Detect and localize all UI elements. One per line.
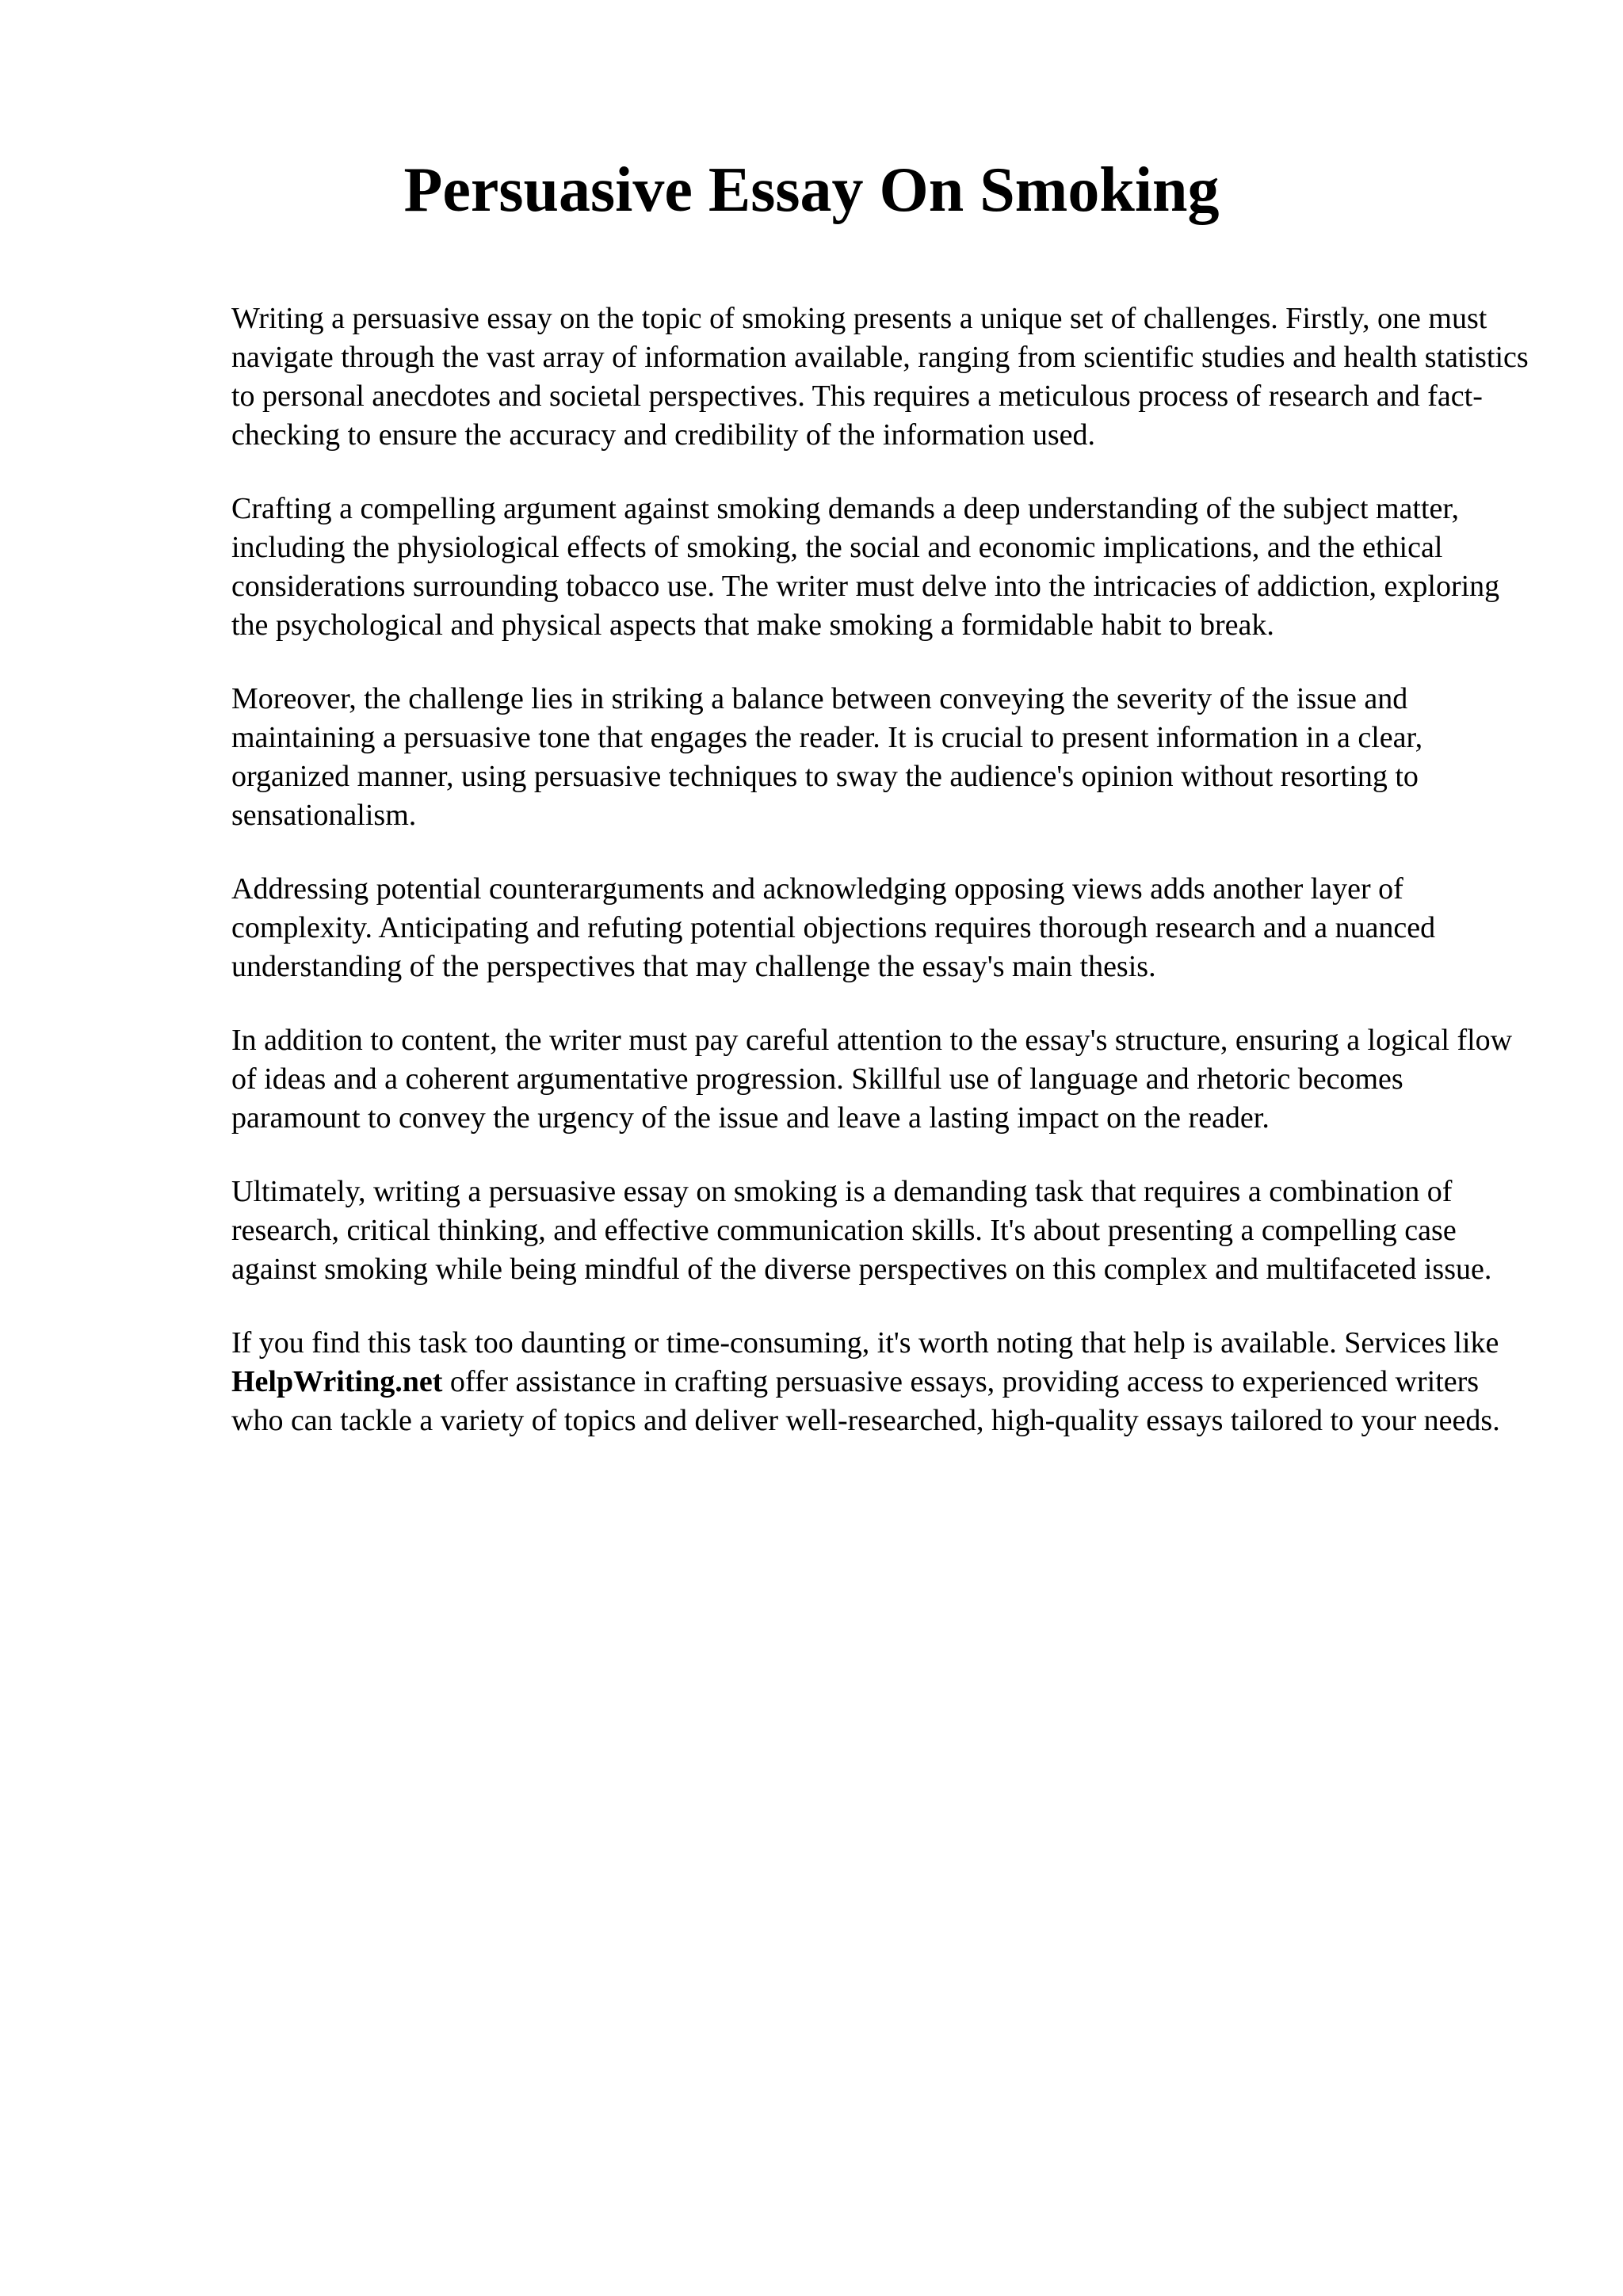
service-brand-name: HelpWriting.net — [231, 1365, 443, 1398]
service-offer-text-before: If you find this task too daunting or time-consuming, it's worth noting that help is available. Services like — [231, 1326, 1499, 1360]
document-body — [231, 299, 1531, 1475]
paragraph-conclusion: Ultimately, writing a persuasive essay on smoking is a demanding task that requires a combination of research, critical thinking, and effective communication skills. It's about presenting a compelling case against smoking while being mindful of the diverse perspectives on this complex and multifaceted issue. — [231, 1175, 1492, 1286]
service-offer-text-after: offer assistance in crafting persuasive essays, providing access to experienced writers who can tackle a variety of topics and deliver well-researched, high-quality essays tailored to your needs. — [231, 1365, 1500, 1437]
paragraph-intro: Writing a persuasive essay on the topic of smoking presents a unique set of challenges. Firstly, one must navigate through the vast array of information available, ranging from scientific studies and health statistics to personal anecdotes and societal perspectives. This requires a meticulous process of research and fact-checking to ensure the accuracy and credibility of the information used. — [231, 302, 1529, 452]
paragraph-balance: Moreover, the challenge lies in striking a balance between conveying the severity of the issue and maintaining a persuasive tone that engages the reader. It is crucial to present information in a clear, organized manner, using persuasive techniques to sway the audience's opinion without resorting to sensationalism. — [231, 682, 1423, 832]
paragraph-counterarguments: Addressing potential counterarguments and acknowledging opposing views adds another layer of complexity. Anticipating and refuting potential objections requires thorough research and a nuanced understanding of the perspectives that may challenge the essay's main thesis. — [231, 872, 1436, 983]
paragraph-structure: In addition to content, the writer must pay careful attention to the essay's structure, ensuring a logical flow of ideas and a coherent argumentative progression. Skillful use of language and rhetoric becomes paramount to convey the urgency of the issue and leave a lasting impact on the reader. — [231, 1024, 1513, 1135]
paragraph-argument: Crafting a compelling argument against smoking demands a deep understanding of the subject matter, including the physiological effects of smoking, the social and economic implications, and the ethical considerations surrounding tobacco use. The writer must delve into the intricacies of addiction, exploring the psychological and physical aspects that make smoking a formidable habit to break. — [231, 492, 1500, 642]
paragraph-service-offer — [231, 1324, 1531, 1440]
document-title: Persuasive Essay On Smoking — [403, 155, 1220, 225]
